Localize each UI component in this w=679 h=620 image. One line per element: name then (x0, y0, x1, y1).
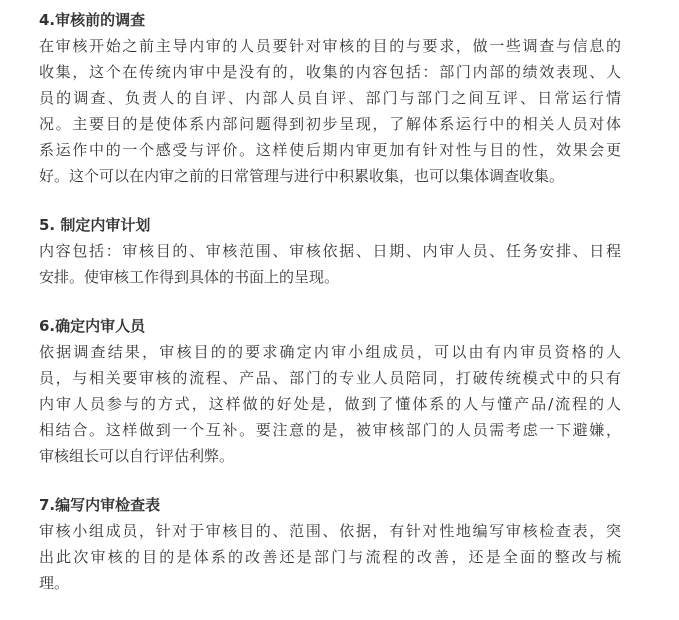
section-6 (39, 313, 621, 469)
section-heading: 5. 制定内审计划 (39, 216, 151, 234)
paragraph-line: 安排。使审核工作得到具体的书面上的呈现。 (39, 268, 340, 286)
section-heading: 6.确定内审人员 (39, 317, 146, 335)
section-heading: 4.审核前的调查 (39, 11, 146, 29)
section-4 (39, 7, 621, 189)
paragraph-line: 员的调查、负责人的自评、内部人员自评、部门与部门之间互评、日常运行情 (39, 89, 621, 107)
section-paragraph (39, 238, 621, 290)
section-paragraph (39, 339, 621, 469)
section-heading: 7.编写内审检查表 (39, 496, 161, 514)
paragraph-line: 相结合。这样做到一个互补。要注意的是，被审核部门的人员需考虑一下避嫌， (39, 421, 621, 439)
section-7 (39, 492, 621, 596)
paragraph-line: 员，与相关要审核的流程、产品、部门的专业人员陪同，打破传统模式中的只有 (39, 369, 621, 387)
paragraph-line: 审核组长可以自行评估利弊。 (39, 447, 235, 465)
paragraph-line: 在审核开始之前主导内审的人员要针对审核的目的与要求，做一些调查与信息的 (39, 37, 621, 55)
paragraph-line: 出此次审核的目的是体系的改善还是部门与流程的改善，还是全面的整改与梳 (39, 548, 621, 566)
paragraph-line: 好。这个可以在内审之前的日常管理与进行中积累收集，也可以集体调查收集。 (39, 167, 565, 185)
paragraph-line: 况。主要目的是使体系内部问题得到初步呈现，了解体系运行中的相关人员对体 (39, 115, 621, 133)
paragraph-line: 理。 (39, 574, 70, 592)
section-paragraph (39, 33, 621, 189)
paragraph-line: 审核小组成员，针对于审核目的、范围、依据，有针对性地编写审核检查表，突 (39, 522, 621, 540)
paragraph-line: 内审人员参与的方式，这样做的好处是，做到了懂体系的人与懂产品/流程的人 (39, 395, 621, 413)
section-5 (39, 212, 621, 290)
section-paragraph (39, 518, 621, 596)
paragraph-line: 收集，这个在传统内审中是没有的，收集的内容包括：部门内部的绩效表现、人 (39, 63, 621, 81)
paragraph-line: 依据调查结果，审核目的的要求确定内审小组成员，可以由有内审员资格的人 (39, 343, 621, 361)
paragraph-line: 内容包括：审核目的、审核范围、审核依据、日期、内审人员、任务安排、日程 (39, 242, 621, 260)
paragraph-line: 系运作中的一个感受与评价。这样使后期内审更加有针对性与目的性，效果会更 (39, 141, 621, 159)
